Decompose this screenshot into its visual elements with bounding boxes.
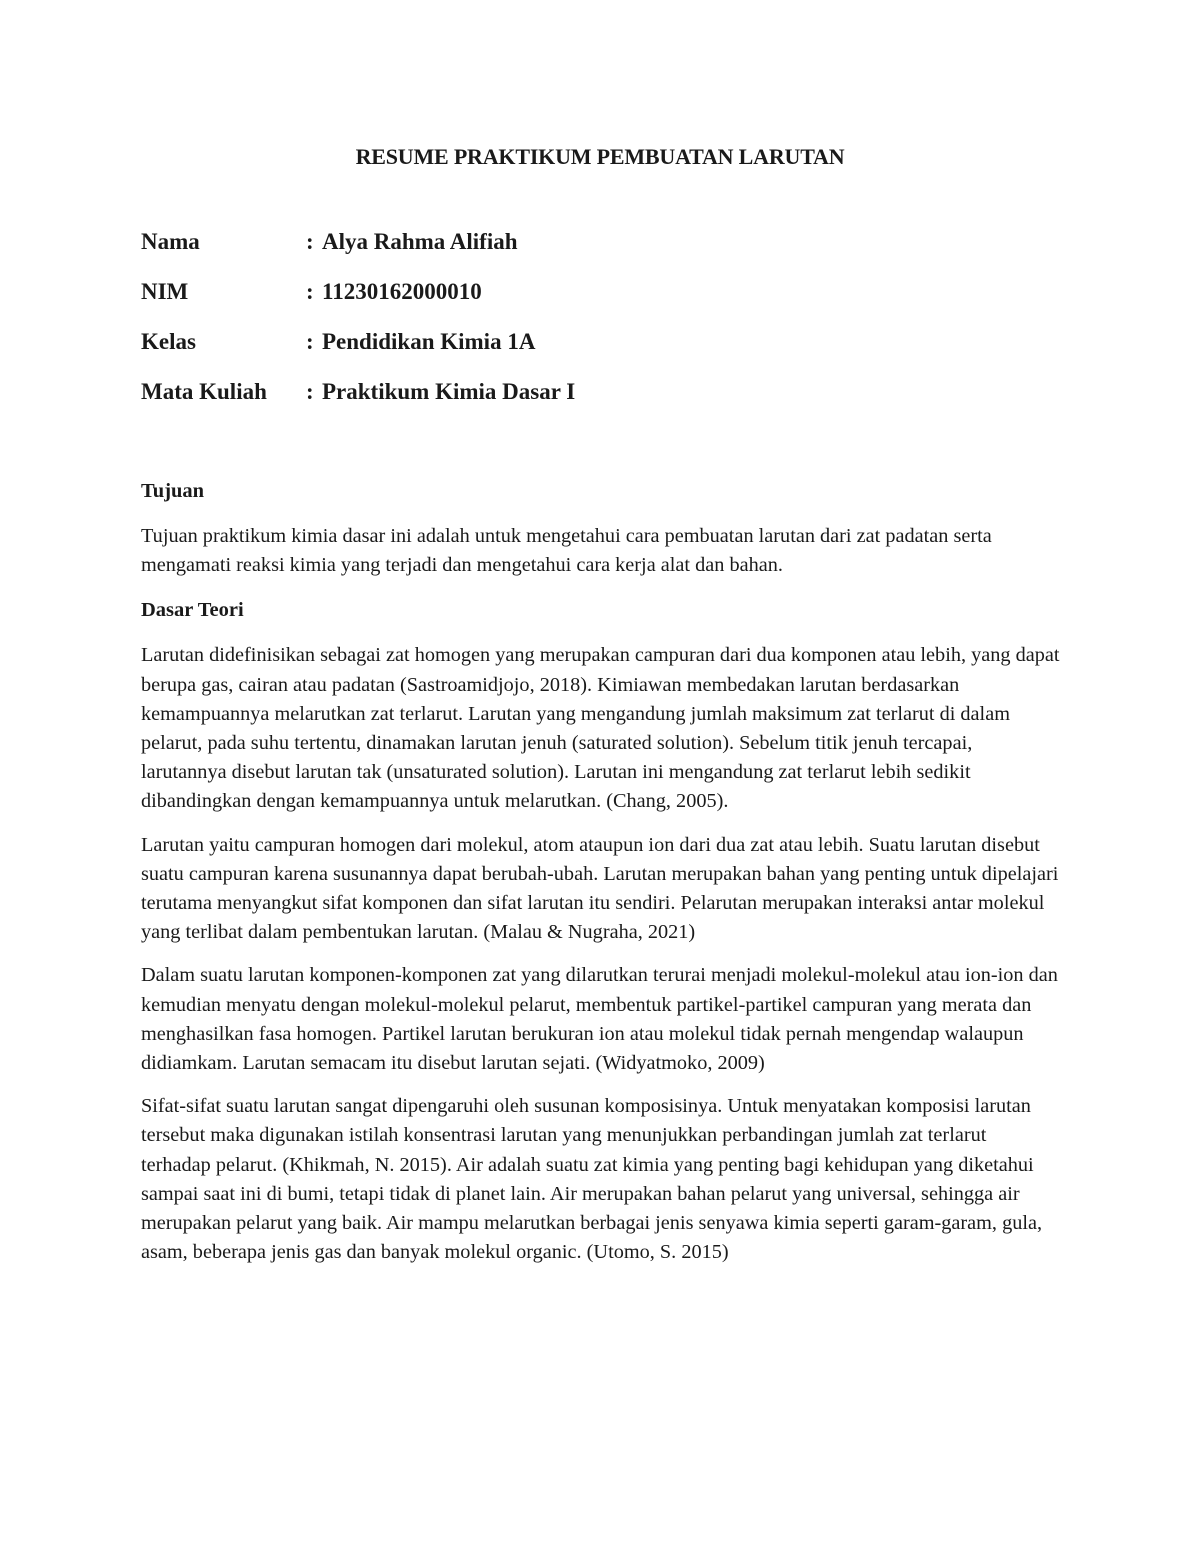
info-separator: : [306,379,314,404]
paragraph: Sifat-sifat suatu larutan sangat dipengaruhi oleh susunan komposisinya. Untuk menyatakan komposisi larutan tersebut maka digunakan istilah konsentrasi larutan yang menunjukkan perbandingan jumlah zat terlarut terhadap pelarut. (Khikmah, N. 2015). Air adalah suatu zat kimia yang penting bagi kehidupan yang diketahui sampai saat ini di bumi, tetapi tidak di planet lain. Air merupakan bahan pelarut yang universal, sehingga air merupakan pelarut yang baik. Air mampu melarutkan berbagai jenis senyawa kimia seperti garam-garam, gula, asam, beberapa jenis gas dan banyak molekul organic. (Utomo, S. 2015) [141,1095,1043,1264]
info-row-kelas [141,328,575,378]
paragraph: Larutan didefinisikan sebagai zat homogen yang merupakan campuran dari dua komponen atau lebih, yang dapat berupa gas, cairan atau padatan (Sastroamidjojo, 2018). Kimiawan membedakan larutan berdasarkan kemampuannya melarutkan zat terlarut. Larutan yang mengandung jumlah maksimum zat terlarut di dalam pelarut, pada suhu tertentu, dinamakan larutan jenuh (saturated solution). Sebelum titik jenuh tercapai, larutannya disebut larutan tak (unsaturated solution). Larutan ini mengandung zat terlarut lebih sedikit dibandingkan dengan kemampuannya untuk melarutkan. (Chang, 2005). [141,644,1060,813]
paragraph: Dalam suatu larutan komponen-komponen zat yang dilarutkan terurai menjadi molekul-molekul atau ion-ion dan kemudian menyatu dengan molekul-molekul pelarut, membentuk partikel-partikel campuran yang merata dan menghasilkan fasa homogen. Partikel larutan berukuran ion atau molekul tidak pernah mengendap walaupun didiamkam. Larutan semacam itu disebut larutan sejati. (Widyatmoko, 2009) [141,964,1058,1075]
info-label: Nama [141,229,200,254]
section-heading-tujuan: Tujuan [141,480,205,502]
info-value: Praktikum Kimia Dasar I [322,379,576,404]
info-row-nim [141,278,575,328]
info-value: 11230162000010 [322,279,482,304]
paragraph: Tujuan praktikum kimia dasar ini adalah untuk mengetahui cara pembuatan larutan dari zat padatan serta mengamati reaksi kimia yang terjadi dan mengetahui cara kerja alat dan bahan. [141,525,992,577]
student-info [141,228,575,428]
document-title: RESUME PRAKTIKUM PEMBUATAN LARUTAN [355,144,845,169]
document-body [141,477,1061,1281]
info-label: Mata Kuliah [141,379,267,404]
info-value: Pendidikan Kimia 1A [322,329,536,354]
info-label: Kelas [141,329,196,354]
info-value: Alya Rahma Alifiah [322,229,518,254]
info-separator: : [306,279,314,304]
info-row-mata-kuliah [141,378,575,428]
info-separator: : [306,229,314,254]
info-row-nama [141,228,575,278]
info-separator: : [306,329,314,354]
info-label: NIM [141,279,189,304]
section-heading-dasar-teori: Dasar Teori [141,599,244,622]
paragraph: Larutan yaitu campuran homogen dari molekul, atom ataupun ion dari dua zat atau lebih. Suatu larutan disebut suatu campuran karena susunannya dapat berubah-ubah. Larutan merupakan bahan yang penting untuk dipelajari terutama menyangkut sifat komponen dan sifat larutan itu sendiri. Pelarutan merupakan interaksi antar molekul yang terlibat dalam pembentukan larutan. (Malau & Nugraha, 2021) [141,833,1059,944]
